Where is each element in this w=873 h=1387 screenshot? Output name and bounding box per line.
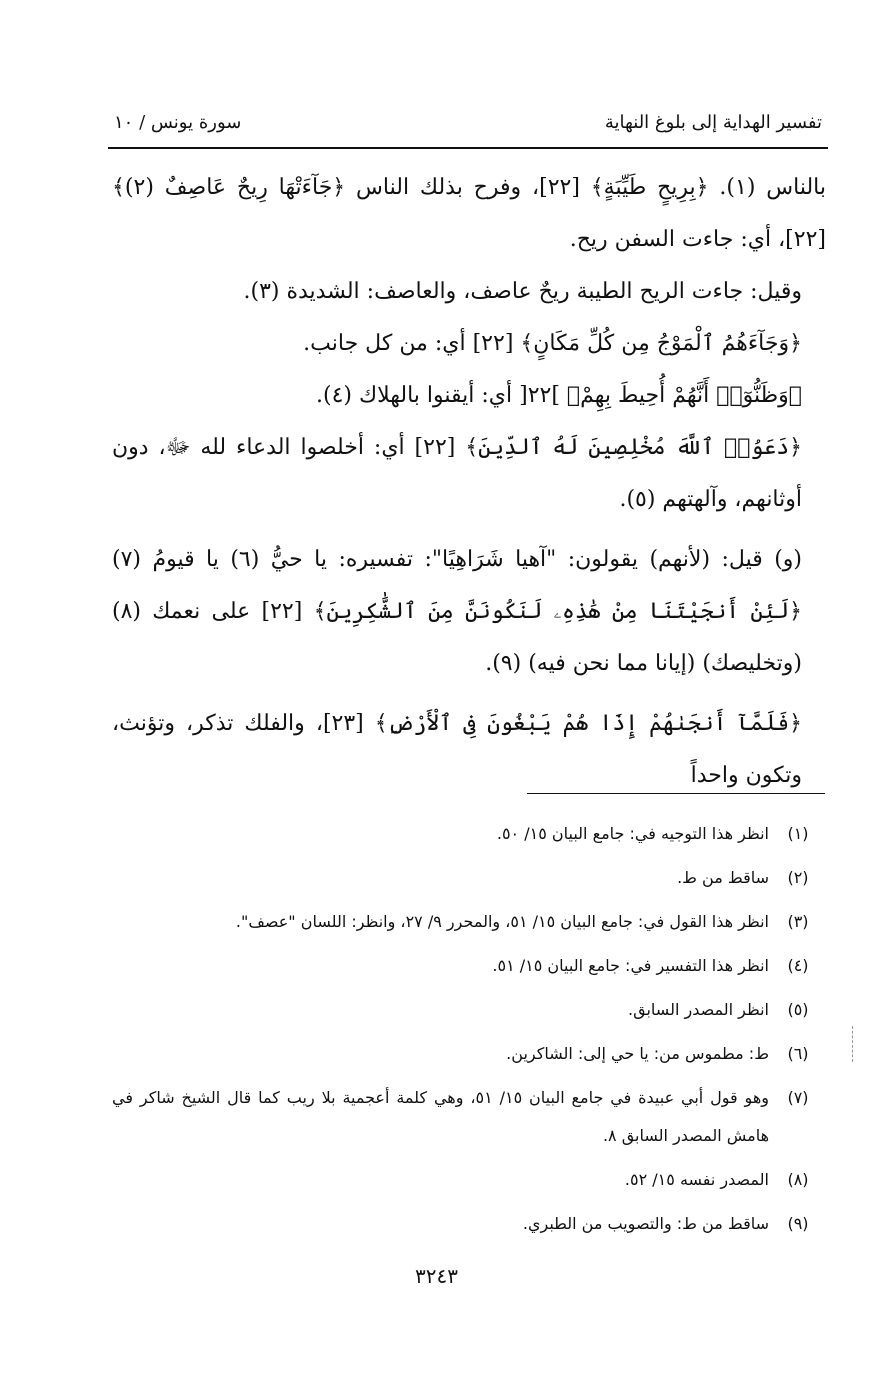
running-header	[108, 108, 828, 144]
paragraph: ﴿وَجَآءَهُمُ ٱلْمَوْجُ مِن كُلِّ مَكَانٍ﴾ [٢٢] أي: من كل جانب.	[303, 331, 802, 356]
footnote-number: (٢)	[787, 868, 809, 887]
footnote-number: (٤)	[787, 956, 809, 975]
paragraph: ﴿وَظَنُّوٓا۟ أَنَّهُمْ أُحِيطَ بِهِمْ﴾ ]٢٢[ أي: أيقنوا بالهلاك (٤).	[315, 383, 802, 408]
footnote	[112, 1205, 827, 1243]
paragraph: (و) قيل: (لأنهم) يقولون: "آهيا شَرَاهِيًا": تفسيره: يا حيُّ (٦) يا قيومُ (٧) ﴿لَئِنْ أَنجَيْتَنَا مِنْ هَٰذِهِۦ لَنَكُونَنَّ مِنَ ٱلشَّٰكِرِينَ﴾ [٢٢] على نعمك (٨) (وتخليصك) (إيانا مما نحن فيه) (٩).	[112, 547, 802, 676]
footnote-text: المصدر نفسه ١٥/ ٥٢.	[624, 1170, 769, 1189]
footnote-text: انظر هذا التوجيه في: جامع البيان ١٥/ ٥٠.	[496, 824, 769, 843]
footnote	[112, 903, 827, 941]
footnote-text: انظر هذا القول في: جامع البيان ١٥/ ٥١، والمحرر ٩/ ٢٧، وانظر: اللسان "عصف".	[235, 912, 769, 931]
footnote-separator	[527, 793, 825, 794]
footnote-number: (١)	[787, 824, 809, 843]
footnote	[112, 1161, 827, 1199]
footnotes	[112, 815, 827, 1249]
paragraph: وقيل: جاءت الريح الطيبة ريحٌ عاصف، والعاصف: الشديدة (٣).	[243, 279, 802, 304]
footnote-text: انظر هذا التفسير في: جامع البيان ١٥/ ٥١.	[492, 956, 769, 975]
footnote-number: (٣)	[787, 912, 809, 931]
footnote-number: (٧)	[787, 1088, 809, 1107]
footnote	[112, 859, 827, 897]
footnote-text: انظر المصدر السابق.	[628, 1000, 769, 1019]
footnote	[112, 1079, 827, 1155]
footnote	[112, 947, 827, 985]
spacer	[112, 690, 826, 698]
footnote	[112, 815, 827, 853]
footnote-text: ساقط من ط.	[677, 868, 769, 887]
header-divider	[108, 147, 828, 149]
footnote	[112, 991, 827, 1029]
scan-edge-mark	[851, 1026, 853, 1062]
footnote-number: (٨)	[787, 1170, 809, 1189]
paragraph: ﴿فَلَمَّآ أَنجَىٰهُمْ إِذَا هُمْ يَبْغُونَ فِى ٱلْأَرْضِ﴾ [٢٣]، والفلك تذكر، وتؤنث، وتكون واحداً	[112, 711, 802, 788]
footnote-number: (٦)	[787, 1044, 809, 1063]
spacer	[112, 526, 826, 534]
page-number: ٣٢٤٣	[415, 1264, 458, 1288]
footnote	[112, 1035, 827, 1073]
paragraph: ﴿دَعَوُا۟ ٱللَّهَ مُخْلِصِينَ لَهُ ٱلدِّينَ﴾ [٢٢] أي: أخلصوا الدعاء لله ﷻ، دون أوثانهم، وآلهتهم (٥).	[112, 435, 803, 512]
surah-info: سورة يونس / ١٠	[114, 112, 242, 133]
footnote-number: (٩)	[787, 1214, 809, 1233]
footnote-text: ط: مطموس من: يا حي إلى: الشاكرين.	[506, 1044, 769, 1063]
footnote-number: (٥)	[787, 1000, 809, 1019]
main-text	[112, 162, 826, 802]
footnote-text: وهو قول أبي عبيدة في جامع البيان ١٥/ ٥١، وهي كلمة أعجمية بلا ريب كما قال الشيخ شاكر في هامش المصدر السابق ٨.	[112, 1088, 769, 1145]
paragraph: بالناس (١). ﴿بِرِيحٍ طَيِّبَةٍ﴾ [٢٢]، وفرح بذلك الناس ﴿جَآءَتْهَا رِيحٌ عَاصِفٌ (٢)﴾ [٢٢]، أي: جاءت السفن ريح.	[112, 175, 826, 252]
footnote-text: ساقط من ط: والتصويب من الطبري.	[522, 1214, 769, 1233]
book-title: تفسير الهداية إلى بلوغ النهاية	[604, 112, 822, 133]
